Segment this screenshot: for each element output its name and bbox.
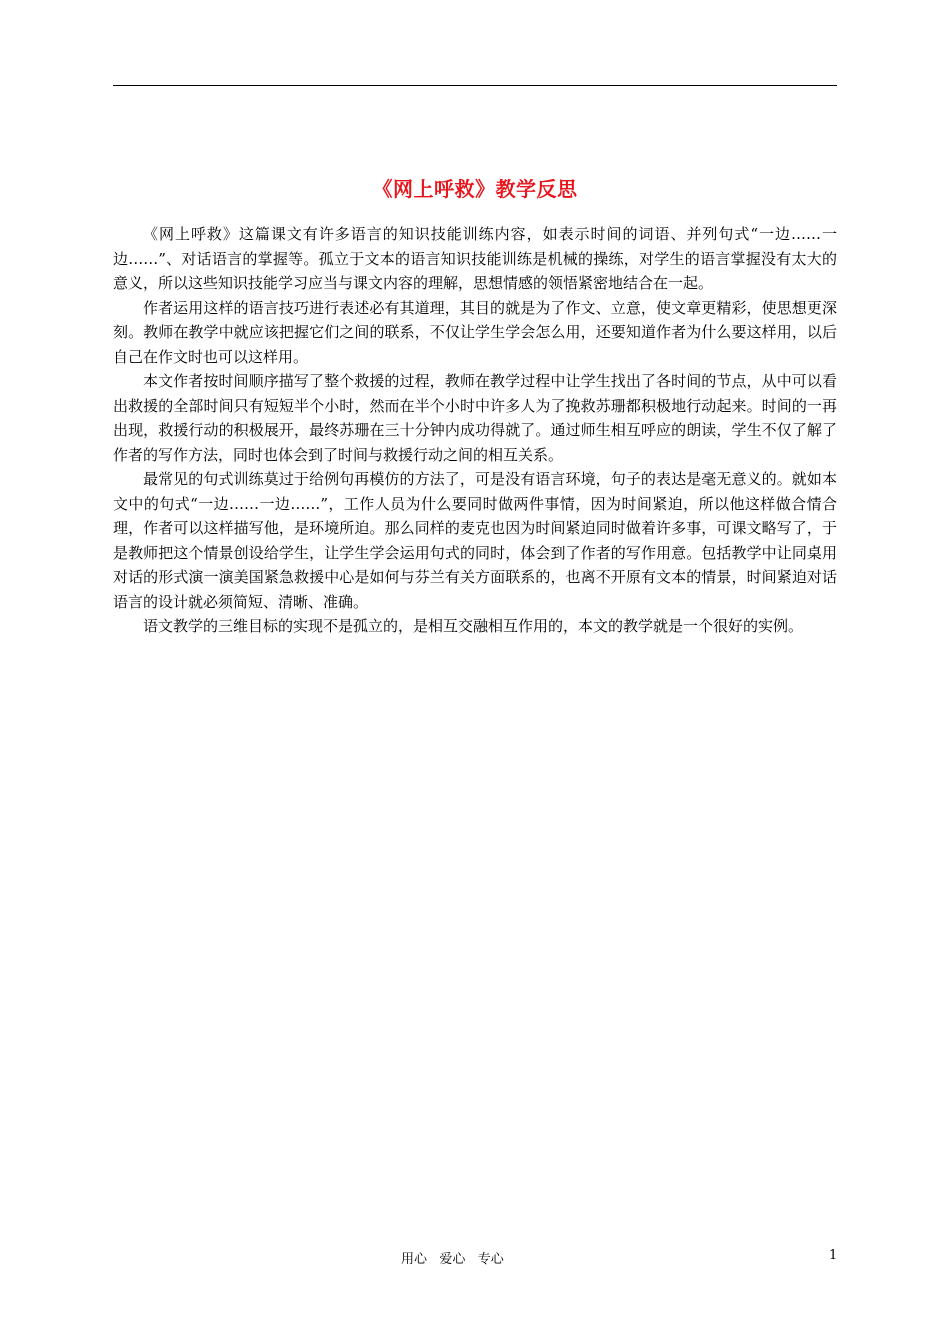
document-body xyxy=(113,222,837,639)
header-rule xyxy=(113,85,837,86)
page-number: 1 xyxy=(829,1248,838,1263)
paragraph-2: 作者运用这样的语言技巧进行表述必有其道理，其目的就是为了作文、立意，使文章更精彩，使思想更深刻。教师在教学中就应该把握它们之间的联系，不仅让学生学会怎么用，还要知道作者为什么要这样用，以后自己在作文时也可以这样用。 xyxy=(113,298,837,366)
paragraph-3: 本文作者按时间顺序描写了整个救援的过程，教师在教学过程中让学生找出了各时间的节点，从中可以看出救援的全部时间只有短短半个小时，然而在半个小时中许多人为了挽救苏珊都积极地行动起来。时间的一再出现，救援行动的积极展开，最终苏珊在三十分钟内成功得就了。通过师生相互呼应的朗读，学生不仅了解了作者的写作方法，同时也体会到了时间与救援行动之间的相互关系。 xyxy=(113,372,837,464)
document-title: 《网上呼救》教学反思 xyxy=(372,177,578,201)
footer-motto: 用心 爱心 专心 xyxy=(401,1252,504,1267)
paragraph-4: 最常见的句式训练莫过于给例句再模仿的方法了，可是没有语言环境，句子的表达是毫无意义的。就如本文中的句式“一边……一边……”，工作人员为什么要同时做两件事情，因为时间紧迫，所以他这样做合情合理，作者可以这样描写他，是环境所迫。那么同样的麦克也因为时间紧迫同时做着许多事，可课文略写了，于是教师把这个情景创设给学生，让学生学会运用句式的同时，体会到了作者的写作用意。包括教学中让同桌用对话的形式演一演美国紧急救援中心是如何与芬兰有关方面联系的，也离不开原有文本的情景，时间紧迫对话语言的设计就必须简短、清晰、准确。 xyxy=(113,470,837,611)
paragraph-1: 《网上呼救》这篇课文有许多语言的知识技能训练内容，如表示时间的词语、并列句式“一边……一边……”、对话语言的掌握等。孤立于文本的语言知识技能训练是机械的操练，对学生的语言掌握没有太大的意义，所以这些知识技能学习应当与课文内容的理解，思想情感的领悟紧密地结合在一起。 xyxy=(113,225,837,292)
paragraph-5: 语文教学的三维目标的实现不是孤立的，是相互交融相互作用的，本文的教学就是一个很好的实例。 xyxy=(143,617,804,635)
